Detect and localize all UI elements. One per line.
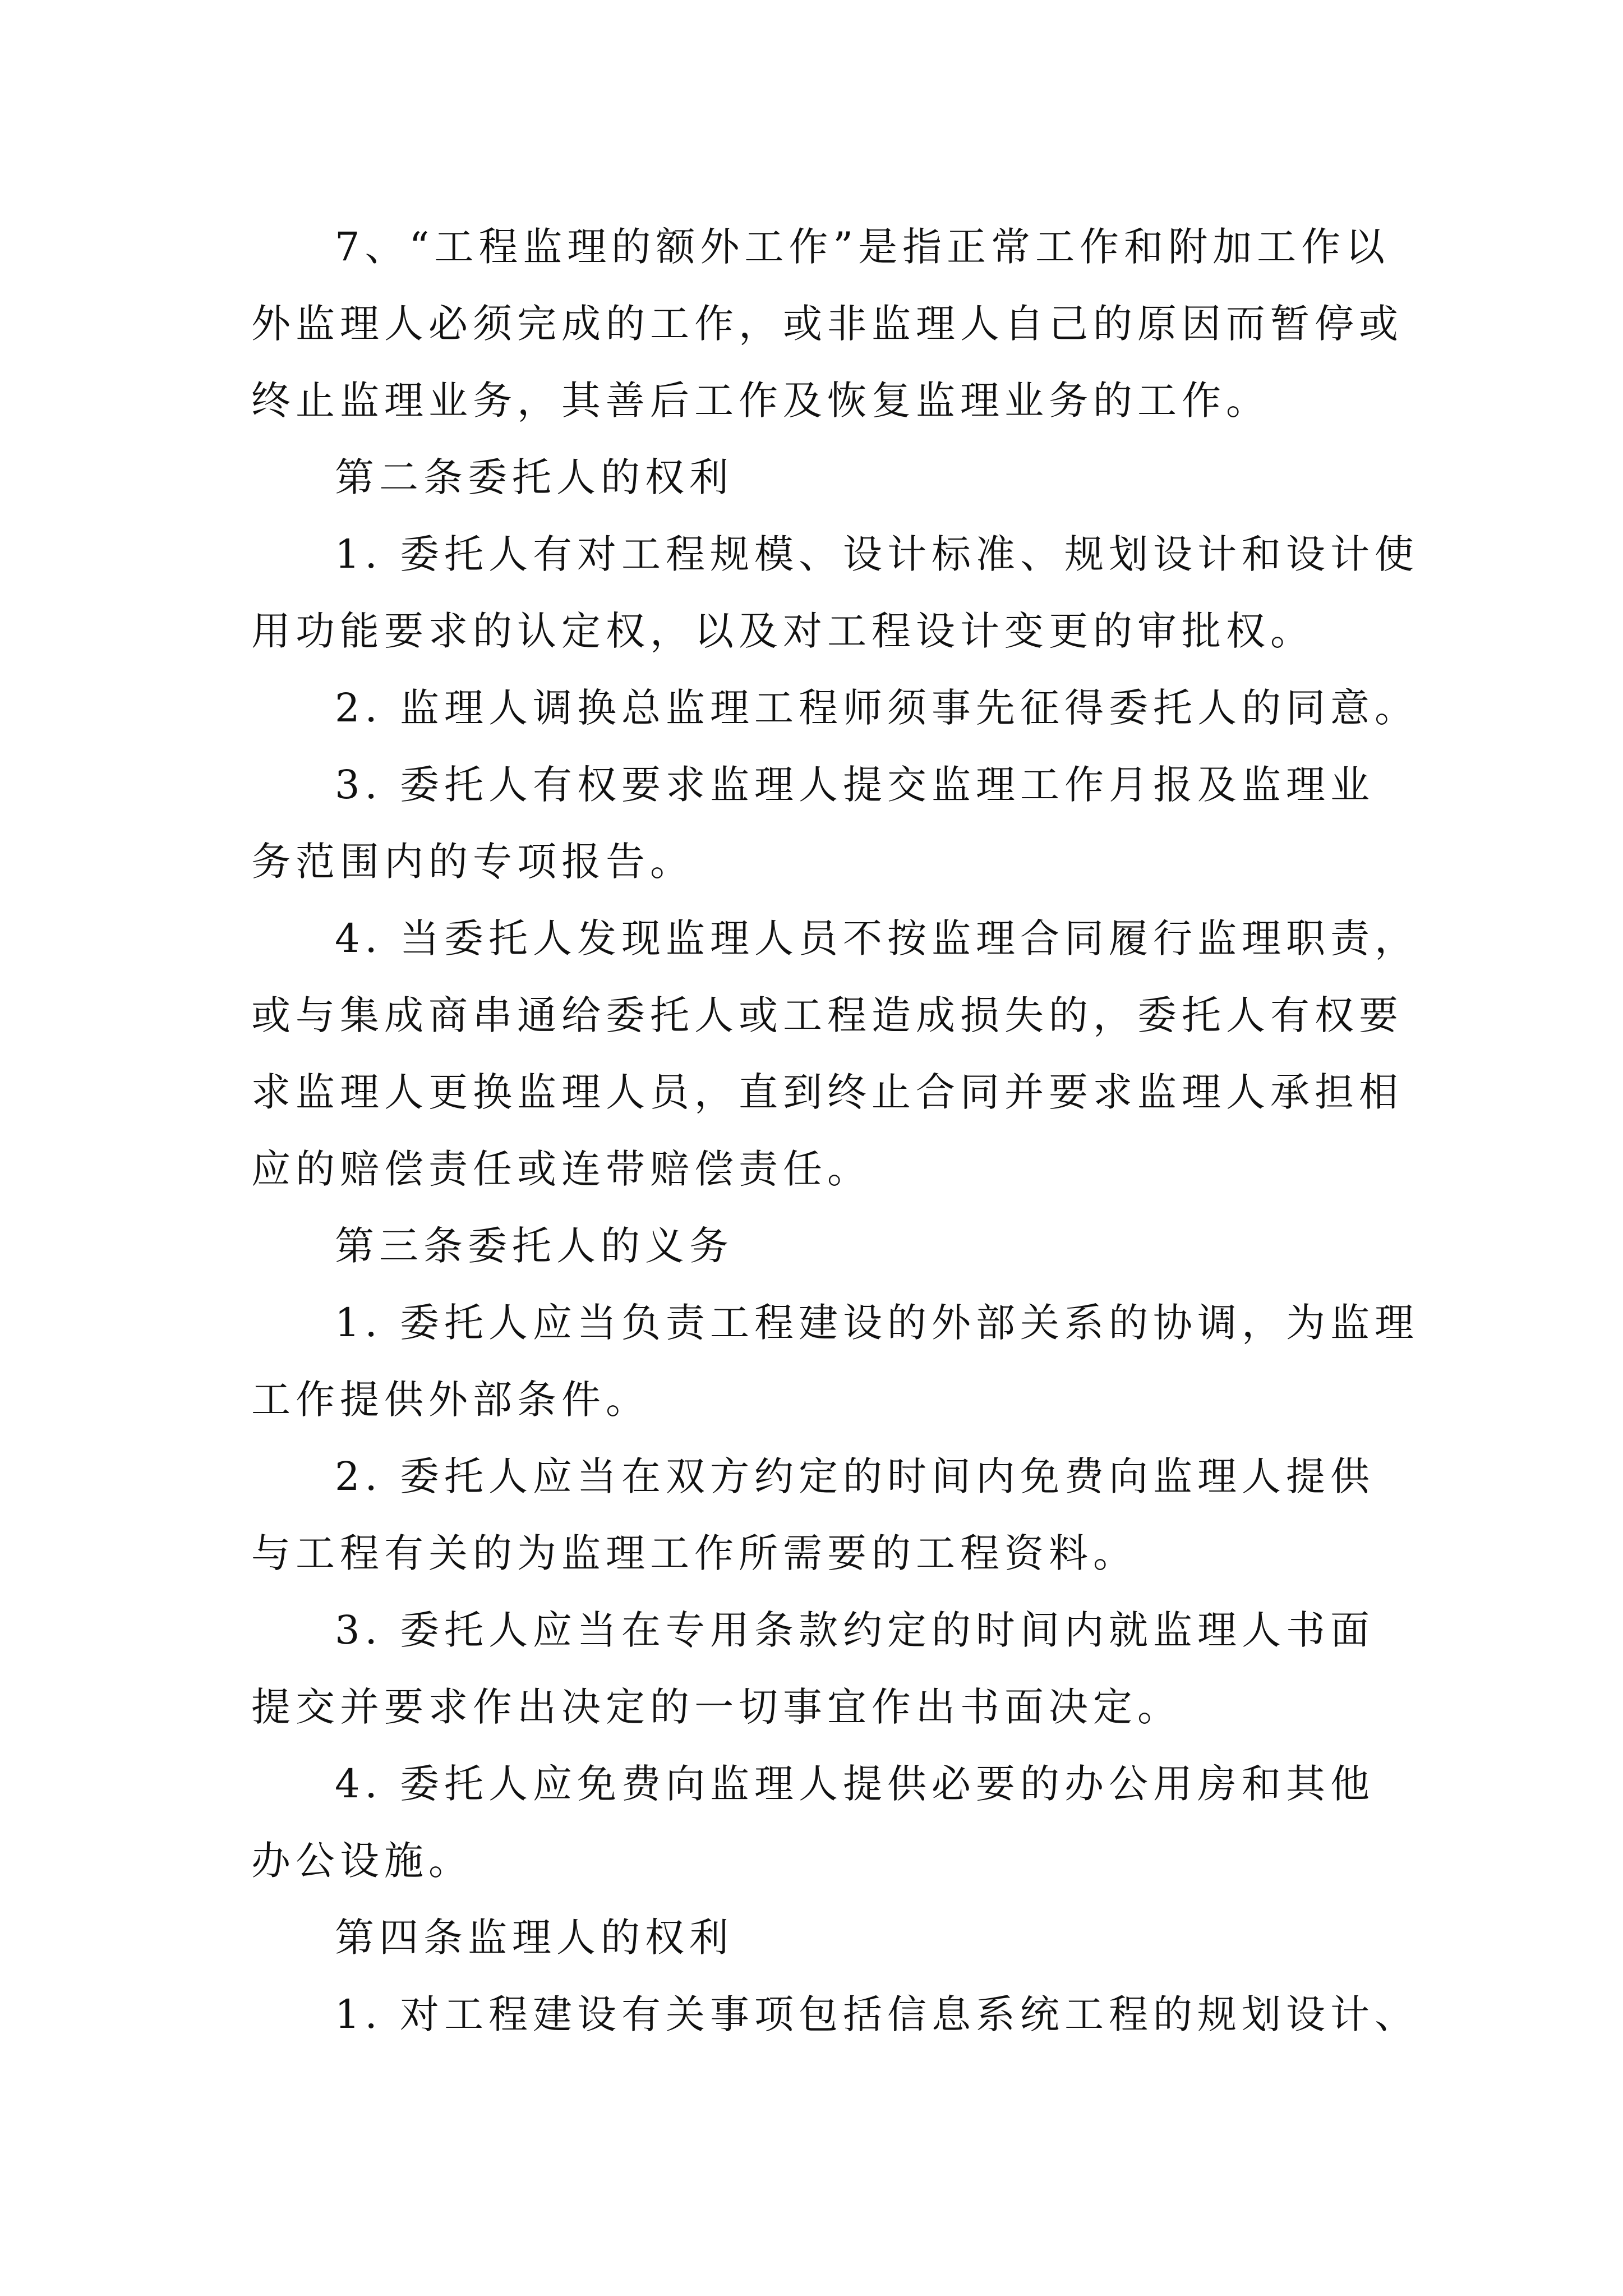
text-line: 1. 委托人应当负责工程建设的外部关系的协调，为监理 bbox=[335, 1300, 1419, 1346]
section-heading: 第二条委托人的权利 bbox=[335, 454, 734, 500]
text-line: 4. 当委托人发现监理人员不按监理合同履行监理职责， bbox=[335, 915, 1419, 961]
text-line: 1. 委托人有对工程规模、设计标准、规划设计和设计使 bbox=[335, 531, 1419, 577]
text-line: 或与集成商串通给委托人或工程造成损失的，委托人有权要 bbox=[251, 992, 1403, 1038]
text-line: 7、“工程监理的额外工作”是指正常工作和附加工作以 bbox=[335, 224, 1390, 270]
text-line: 应的赔偿责任或连带赔偿责任。 bbox=[251, 1146, 872, 1192]
text-line: 终止监理业务，其善后工作及恢复监理业务的工作。 bbox=[251, 378, 1270, 424]
text-line: 3. 委托人应当在专用条款约定的时间内就监理人书面 bbox=[335, 1607, 1375, 1653]
text-line: 与工程有关的为监理工作所需要的工程资料。 bbox=[251, 1530, 1137, 1576]
text-line: 工作提供外部条件。 bbox=[251, 1377, 650, 1423]
text-line: 2. 委托人应当在双方约定的时间内免费向监理人提供 bbox=[335, 1453, 1375, 1499]
text-line: 外监理人必须完成的工作，或非监理人自己的原因而暂停或 bbox=[251, 301, 1403, 347]
section-heading: 第三条委托人的义务 bbox=[335, 1223, 734, 1269]
section-heading: 第四条监理人的权利 bbox=[335, 1915, 734, 1961]
text-line: 2. 监理人调换总监理工程师须事先征得委托人的同意。 bbox=[335, 685, 1419, 731]
text-line: 提交并要求作出决定的一切事宜作出书面决定。 bbox=[251, 1684, 1182, 1730]
text-line: 1. 对工程建设有关事项包括信息系统工程的规划设计、 bbox=[335, 1991, 1419, 2037]
text-line: 求监理人更换监理人员，直到终止合同并要求监理人承担相 bbox=[251, 1069, 1403, 1115]
text-line: 办公设施。 bbox=[251, 1838, 473, 1884]
text-line: 3. 委托人有权要求监理人提交监理工作月报及监理业 bbox=[335, 762, 1375, 808]
text-line: 用功能要求的认定权，以及对工程设计变更的审批权。 bbox=[251, 608, 1315, 654]
text-line: 务范围内的专项报告。 bbox=[251, 839, 694, 885]
text-line: 4. 委托人应免费向监理人提供必要的办公用房和其他 bbox=[335, 1761, 1375, 1807]
